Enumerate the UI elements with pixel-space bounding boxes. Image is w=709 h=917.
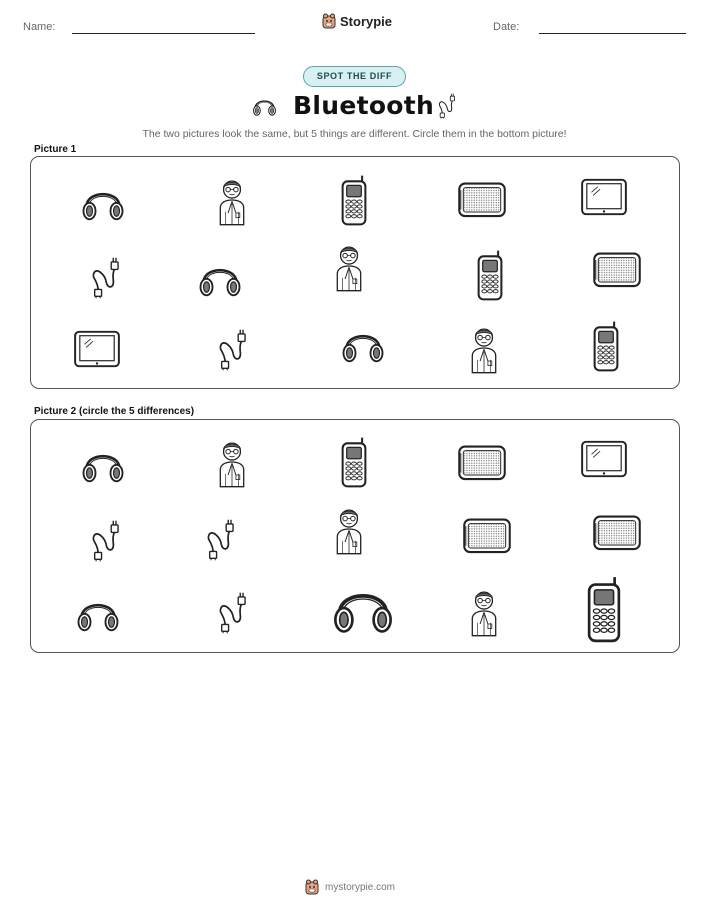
footer-url[interactable]: mystorypie.com xyxy=(325,881,396,893)
speaker-icon[interactable] xyxy=(461,513,513,557)
cell-phone-icon[interactable] xyxy=(336,174,372,226)
doctor-icon[interactable] xyxy=(463,322,505,374)
cable-icon[interactable] xyxy=(83,255,127,299)
picture-1-label: Picture 1 xyxy=(34,144,77,155)
picture-1-panel xyxy=(30,156,680,389)
name-label: Name: xyxy=(23,21,56,33)
cable-icon[interactable] xyxy=(210,327,254,371)
storypie-logo xyxy=(322,13,392,29)
speaker-icon[interactable] xyxy=(456,177,508,221)
tablet-icon[interactable] xyxy=(579,437,629,481)
date-label: Date: xyxy=(493,21,520,33)
cell-phone-icon[interactable] xyxy=(472,249,508,301)
picture-2-label: Picture 2 (circle the 5 differences) xyxy=(34,406,195,417)
storypie-mascot-icon xyxy=(322,13,336,29)
cell-phone-icon[interactable] xyxy=(336,436,372,488)
name-field[interactable] xyxy=(72,33,255,34)
storypie-mascot-icon xyxy=(305,879,319,895)
cell-phone-icon[interactable] xyxy=(578,575,630,643)
picture-2-panel xyxy=(30,419,680,653)
cable-icon xyxy=(433,92,460,119)
speaker-icon[interactable] xyxy=(591,510,643,554)
doctor-icon[interactable] xyxy=(211,436,253,488)
speaker-icon[interactable] xyxy=(456,440,508,484)
headphones-icon[interactable] xyxy=(79,178,127,226)
headphones-icon[interactable] xyxy=(79,440,127,488)
footer xyxy=(305,879,395,895)
cable-icon[interactable] xyxy=(210,590,254,634)
cell-phone-icon[interactable] xyxy=(588,320,624,372)
doctor-icon[interactable] xyxy=(463,585,505,637)
headphones-icon xyxy=(251,92,278,119)
page-title: Bluetooth xyxy=(293,91,435,120)
headphones-icon[interactable] xyxy=(329,573,397,641)
headphones-icon[interactable] xyxy=(339,320,387,368)
headphones-icon[interactable] xyxy=(74,589,122,637)
tablet-icon[interactable] xyxy=(72,327,122,371)
spot-the-diff-badge: SPOT THE DIFF xyxy=(303,66,406,87)
instructions: The two pictures look the same, but 5 things are different. Circle them in the bottom picture! xyxy=(142,128,567,140)
brand-name: Storypie xyxy=(340,13,393,29)
doctor-icon[interactable] xyxy=(211,174,253,226)
cable-icon[interactable] xyxy=(198,517,242,561)
tablet-icon[interactable] xyxy=(579,175,629,219)
speaker-icon[interactable] xyxy=(591,247,643,291)
doctor-icon[interactable] xyxy=(328,240,370,292)
cable-icon[interactable] xyxy=(83,518,127,562)
headphones-icon[interactable] xyxy=(196,254,244,302)
doctor-icon[interactable] xyxy=(328,503,370,555)
date-field[interactable] xyxy=(539,33,686,34)
